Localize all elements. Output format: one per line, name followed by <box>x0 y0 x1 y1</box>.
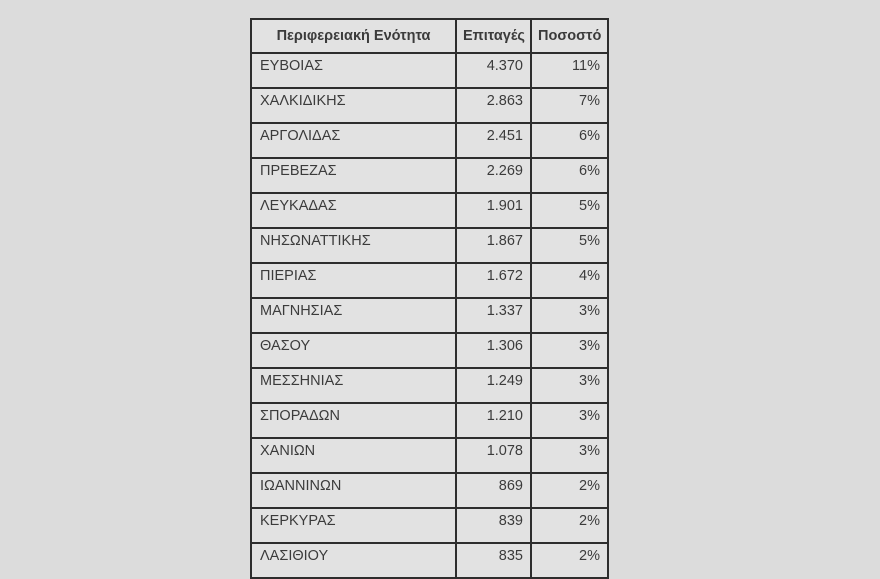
percent-cell: 3% <box>531 333 608 368</box>
region-cell: ΙΩΑΝΝΙΝΩΝ <box>251 473 456 508</box>
region-cell: ΘΑΣΟΥ <box>251 333 456 368</box>
table-row <box>251 228 608 263</box>
regions-checks-table <box>250 18 609 579</box>
table-row <box>251 438 608 473</box>
table-row <box>251 333 608 368</box>
checks-cell: 1.210 <box>456 403 531 438</box>
checks-cell: 1.078 <box>456 438 531 473</box>
percent-cell: 3% <box>531 368 608 403</box>
header-region: Περιφερειακή Ενότητα <box>251 19 456 53</box>
percent-cell: 6% <box>531 123 608 158</box>
checks-cell: 1.867 <box>456 228 531 263</box>
region-cell: ΛΑΣΙΘΙΟΥ <box>251 543 456 578</box>
checks-cell: 1.249 <box>456 368 531 403</box>
checks-cell: 1.337 <box>456 298 531 333</box>
checks-cell: 1.672 <box>456 263 531 298</box>
table-row <box>251 473 608 508</box>
table-row <box>251 403 608 438</box>
table-row <box>251 263 608 298</box>
checks-cell: 835 <box>456 543 531 578</box>
region-cell: ΛΕΥΚΑΔΑΣ <box>251 193 456 228</box>
region-cell: ΠΙΕΡΙΑΣ <box>251 263 456 298</box>
percent-cell: 2% <box>531 543 608 578</box>
region-cell: ΑΡΓΟΛΙΔΑΣ <box>251 123 456 158</box>
checks-cell: 1.306 <box>456 333 531 368</box>
region-cell: ΕΥΒΟΙΑΣ <box>251 53 456 88</box>
region-cell: ΠΡΕΒΕΖΑΣ <box>251 158 456 193</box>
table-row <box>251 298 608 333</box>
header-row <box>251 19 608 53</box>
region-cell: ΣΠΟΡΑΔΩΝ <box>251 403 456 438</box>
percent-cell: 11% <box>531 53 608 88</box>
region-cell: ΜΕΣΣΗΝΙΑΣ <box>251 368 456 403</box>
table-body <box>251 53 608 578</box>
header-checks: Επιταγές <box>456 19 531 53</box>
percent-cell: 7% <box>531 88 608 123</box>
checks-cell: 839 <box>456 508 531 543</box>
region-cell: ΜΑΓΝΗΣΙΑΣ <box>251 298 456 333</box>
percent-cell: 3% <box>531 298 608 333</box>
checks-cell: 4.370 <box>456 53 531 88</box>
checks-cell: 2.863 <box>456 88 531 123</box>
region-cell: ΚΕΡΚΥΡΑΣ <box>251 508 456 543</box>
percent-cell: 4% <box>531 263 608 298</box>
region-cell: ΧΑΝΙΩΝ <box>251 438 456 473</box>
percent-cell: 2% <box>531 473 608 508</box>
table-row <box>251 88 608 123</box>
table-row <box>251 123 608 158</box>
region-cell: ΧΑΛΚΙΔΙΚΗΣ <box>251 88 456 123</box>
checks-cell: 1.901 <box>456 193 531 228</box>
percent-cell: 3% <box>531 403 608 438</box>
table-row <box>251 158 608 193</box>
table-row <box>251 53 608 88</box>
checks-cell: 869 <box>456 473 531 508</box>
header-percent: Ποσοστό <box>531 19 608 53</box>
region-cell: ΝΗΣΩΝΑΤΤΙΚΗΣ <box>251 228 456 263</box>
percent-cell: 5% <box>531 193 608 228</box>
percent-cell: 6% <box>531 158 608 193</box>
table-row <box>251 543 608 578</box>
percent-cell: 3% <box>531 438 608 473</box>
percent-cell: 5% <box>531 228 608 263</box>
table-row <box>251 368 608 403</box>
percent-cell: 2% <box>531 508 608 543</box>
checks-cell: 2.451 <box>456 123 531 158</box>
table-row <box>251 193 608 228</box>
checks-cell: 2.269 <box>456 158 531 193</box>
regions-checks-table-container <box>250 18 609 579</box>
